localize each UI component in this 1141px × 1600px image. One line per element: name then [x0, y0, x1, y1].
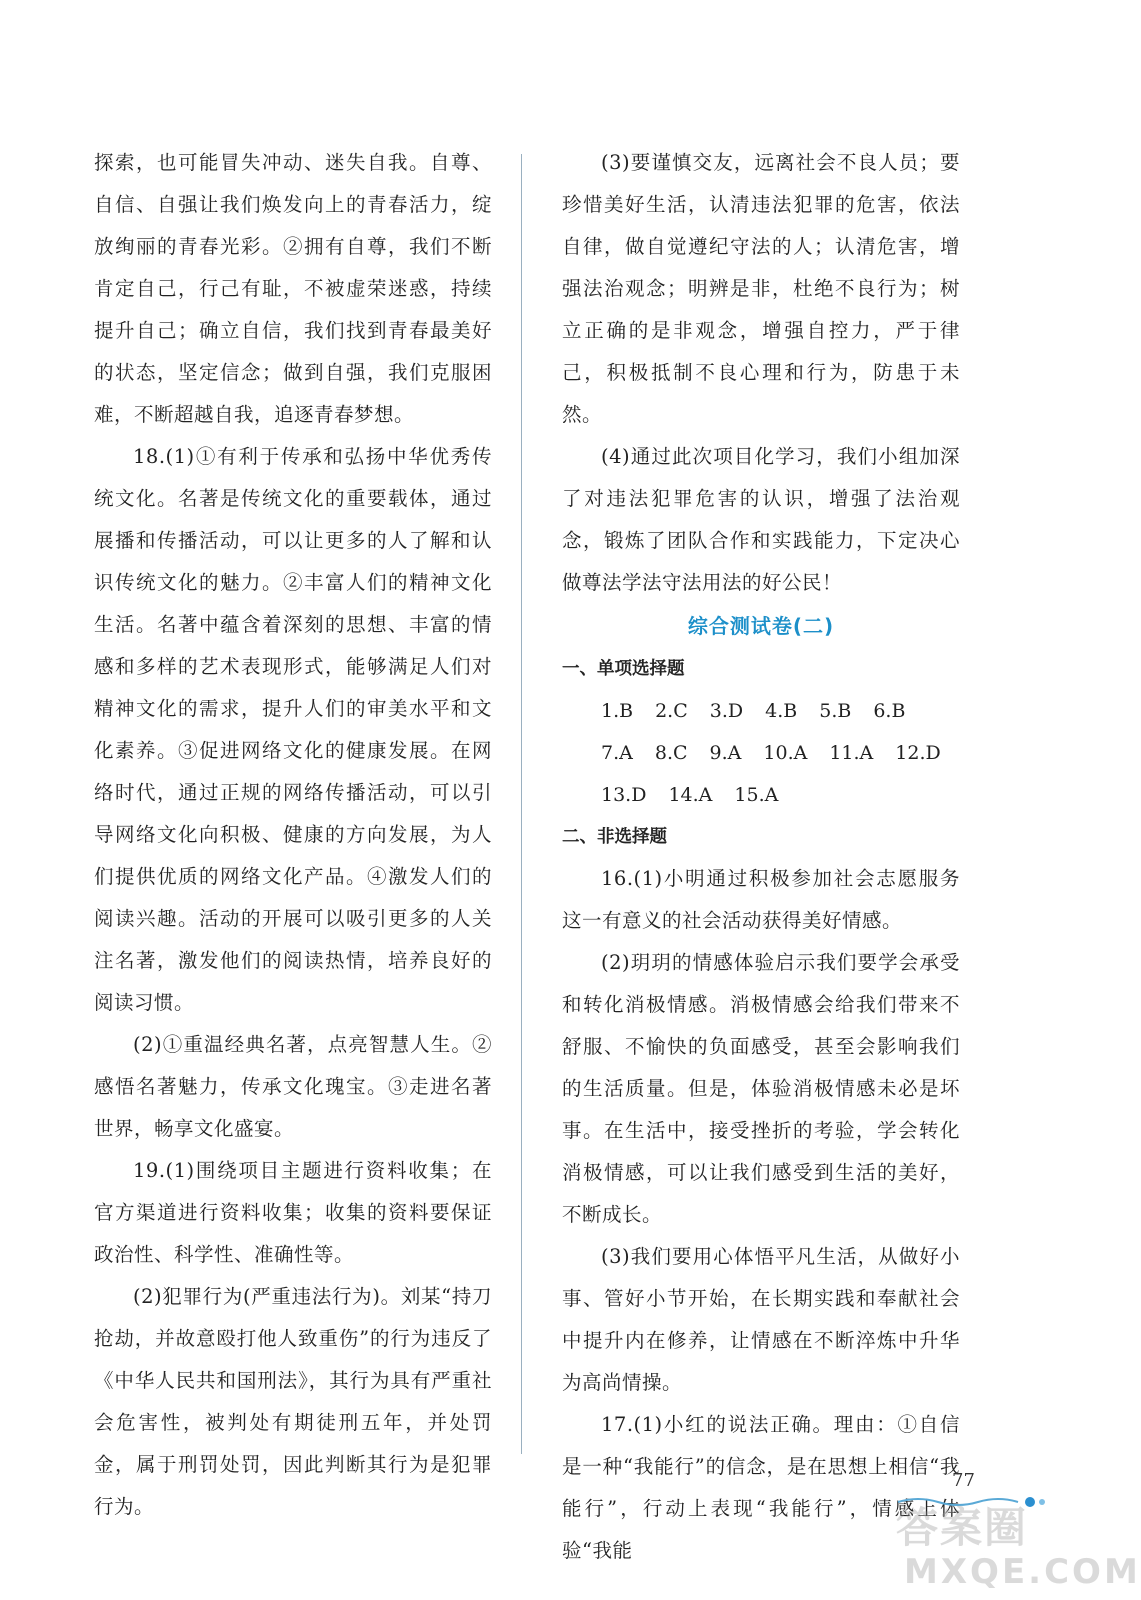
answer-row: [562, 690, 960, 732]
watermark-top: 答案圈: [896, 1503, 1029, 1552]
part2-heading: 二、非选择题: [562, 827, 667, 847]
column-divider: [521, 154, 522, 1454]
answer-row: [562, 732, 960, 774]
right-column: [562, 142, 960, 1572]
answer-row: [562, 774, 960, 816]
paragraph: 探索，也可能冒失冲动、迷失自我。自尊、自信、自强让我们焕发向上的青春活力，绽放绚丽的青春光彩。②拥有自尊，我们不断肯定自己，行己有耻，不被虚荣迷惑，持续提升自己；确立自信，我们找到青春最美好的状态，坚定信念；做到自强，我们克服困难，不断超越自我，追逐青春梦想。: [94, 151, 492, 426]
answer-item: 12.D: [895, 742, 941, 764]
part1-heading: 一、单项选择题: [562, 659, 685, 679]
answer-item: 9.A: [709, 742, 742, 764]
answer-item: 11.A: [829, 742, 874, 764]
paragraph: (4)通过此次项目化学习，我们小组加深了对违法犯罪危害的认识，增强了法治观念，锻炼了团队合作和实践能力，下定决心做尊法学法守法用法的好公民！: [562, 445, 960, 594]
answer-item: 10.A: [763, 742, 808, 764]
paragraph: 16.(1)小明通过积极参加社会志愿服务这一有意义的社会活动获得美好情感。: [562, 867, 960, 932]
paragraph: 18.(1)①有利于传承和弘扬中华优秀传统文化。名著是传统文化的重要载体，通过展播和传播活动，可以让更多的人了解和认识传统文化的魅力。②丰富人们的精神文化生活。名著中蕴含着深刻的思想、丰富的情感和多样的艺术表现形式，能够满足人们对精神文化的需求，提升人们的审美水平和文化素养。③促进网络文化的健康发展。在网络时代，通过正规的网络传播活动，可以引导网络文化向积极、健康的方向发展，为人们提供优质的网络文化产品。④激发人们的阅读兴趣。活动的开展可以吸引更多的人关注名著，激发他们的阅读热情，培养良好的阅读习惯。: [94, 445, 492, 1014]
page-number: 77: [952, 1470, 975, 1491]
paragraph: (2)犯罪行为(严重违法行为)。刘某“持刀抢劫，并故意殴打他人致重伤”的行为违反了《中华人民共和国刑法》，其行为具有严重社会危害性，被判处有期徒刑五年，并处罚金，属于刑罚处罚，因此判断其行为是犯罪行为。: [94, 1285, 492, 1518]
left-column: [94, 142, 492, 1528]
footer-wave-decoration: [898, 1492, 1048, 1510]
right-top-paragraphs: [562, 142, 960, 604]
paragraph: (2)①重温经典名著，点亮智慧人生。②感悟名著魅力，传承文化瑰宝。③走进名著世界，畅享文化盛宴。: [94, 1033, 492, 1140]
answer-item: 1.B: [601, 700, 634, 722]
watermark-bottom: MXQE.COM: [904, 1552, 1141, 1592]
section-title: 综合测试卷(二): [687, 614, 835, 638]
answer-item: 15.A: [734, 784, 779, 806]
answer-item: 3.D: [709, 700, 744, 722]
answer-item: 13.D: [601, 784, 647, 806]
answer-item: 6.B: [873, 700, 906, 722]
paragraph: (2)玥玥的情感体验启示我们要学会承受和转化消极情感。消极情感会给我们带来不舒服、不愉快的负面感受，甚至会影响我们的生活质量。但是，体验消极情感未必是坏事。在生活中，接受挫折的考验，学会转化消极情感，可以让我们感受到生活的美好，不断成长。: [562, 951, 960, 1226]
answer-grid: [562, 690, 960, 816]
paragraph: 19.(1)围绕项目主题进行资料收集；在官方渠道进行资料收集；收集的资料要保证政治性、科学性、准确性等。: [94, 1159, 492, 1266]
paragraph: 17.(1)小红的说法正确。理由：①自信是一种“我能行”的信念，是在思想上相信“我能行”，行动上表现“我能行”，情感上体验“我能: [562, 1413, 960, 1562]
answer-item: 8.C: [654, 742, 688, 764]
right-bottom-paragraphs: [562, 858, 960, 1572]
answer-item: 14.A: [668, 784, 713, 806]
paragraph: (3)要谨慎交友，远离社会不良人员；要珍惜美好生活，认清违法犯罪的危害，依法自律，做自觉遵纪守法的人；认清危害，增强法治观念；明辨是非，杜绝不良行为；树立正确的是非观念，增强自控力，严于律己，积极抵制不良心理和行为，防患于未然。: [562, 151, 960, 426]
answer-item: 5.B: [819, 700, 852, 722]
answer-item: 7.A: [601, 742, 633, 764]
paragraph: (3)我们要用心体悟平凡生活，从做好小事、管好小节开始，在长期实践和奉献社会中提升内在修养，让情感在不断淬炼中升华为高尚情操。: [562, 1245, 960, 1394]
answer-item: 2.C: [655, 700, 688, 722]
answer-item: 4.B: [765, 700, 798, 722]
